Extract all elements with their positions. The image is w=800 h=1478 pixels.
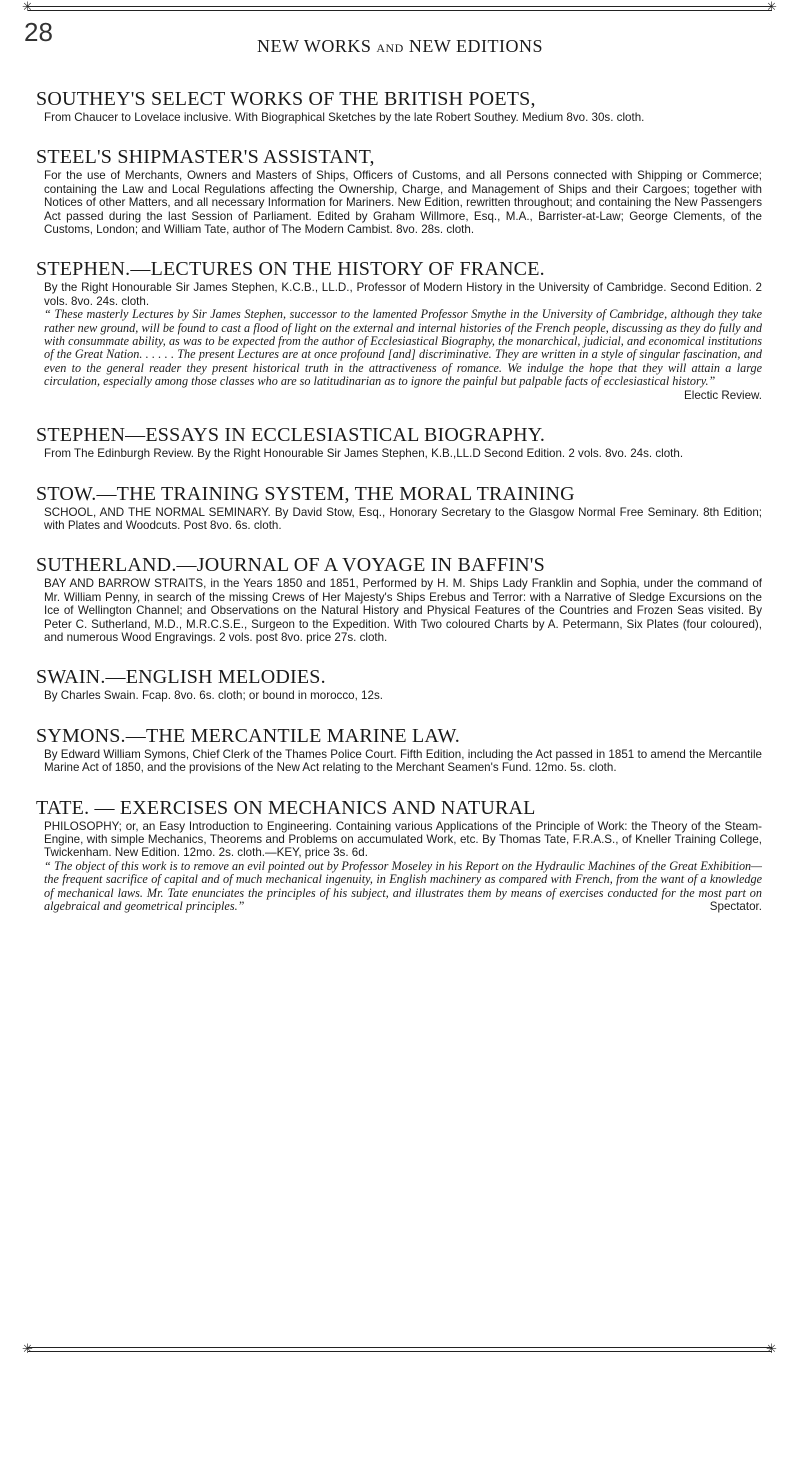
entry-heading: SWAIN.—ENGLISH MELODIES.	[36, 666, 326, 689]
entry-description: From Chaucer to Lovelace inclusive. With Biographical Sketches by the late Robert Southey. Medium 8vo. 30s. cloth.	[44, 111, 645, 124]
entry-description: PHILOSOPHY; or, an Easy Introduction to Engineering. Containing various Applications of the Principle of Work: the Theory of the Steam-Engine, with simple Mechanics, Theorems and Problems on accumulated Work, etc. By Thomas Tate, F.R.A.S., of Kneller Training College, Twickenham. New Edition. 12mo. 2s. cloth.—KEY, price 3s. 6d.	[44, 819, 762, 860]
bottom-border-rule	[28, 1347, 772, 1348]
entry-heading: STEPHEN—ESSAYS IN ECCLESIASTICAL BIOGRAPHY.	[36, 424, 546, 447]
corner-ornament-icon: ✳	[22, 0, 33, 14]
review-source: Spectator.	[709, 900, 762, 913]
page-number: 28	[24, 17, 53, 47]
entry-description: For the use of Merchants, Owners and Masters of Ships, Officers of Customs, and all Persons connected with Shipping or Commerce; containing the Law and Local Regulations affecting the Ownership, Charge, and Management of Ships and their Cargoes; together with Notices of other Matters, and all necessary Information for Mariners. New Edition, rewritten throughout; and containing the New Passengers Act passed during the last Session of Parliament. Edited by Graham Willmore, Esq., M.A., Barrister-at-Law; George Clements, of the Customs, London; and William Tate, author of The Modern Cambist. 8vo. 28s. cloth.	[44, 169, 762, 237]
catalogue-entries	[36, 88, 762, 935]
entry-heading: SYMONS.—THE MERCANTILE MARINE LAW.	[36, 724, 460, 747]
entry-heading: STEEL'S SHIPMASTER'S ASSISTANT,	[36, 146, 375, 169]
entry-description: BAY AND BARROW STRAITS, in the Years 1850 and 1851, Performed by H. M. Ships Lady Franklin and Sophia, under the command of Mr. William Penny, in search of the missing Crews of Her Majesty's Ships Erebus and Terror: with a Narrative of Sledge Excursions on the Ice of Wellington Channel; and Observations on the Natural History and Physical Features of the Countries and Frozen Seas visited. By Peter C. Sutherland, M.D., M.R.C.S.E., Surgeon to the Expedition. With Two coloured Charts by A. Petermann, Six Plates (four coloured), and numerous Wood Engravings. 2 vols. post 8vo. price 27s. cloth.	[44, 577, 762, 644]
entry-heading: SUTHERLAND.—JOURNAL OF A VOYAGE IN BAFFIN'S	[36, 554, 545, 577]
running-head-connector: AND	[376, 41, 404, 55]
entry-description: SCHOOL, AND THE NORMAL SEMINARY. By David Stow, Esq., Honorary Secretary to the Glasgow Normal Free Seminary. 8th Edition; with Plates and Woodcuts. Post 8vo. 6s. cloth.	[44, 505, 762, 532]
entry-heading: SOUTHEY'S SELECT WORKS OF THE BRITISH POETS,	[36, 88, 536, 110]
catalogue-entry	[36, 666, 762, 702]
catalogue-entry	[36, 424, 762, 460]
catalogue-entry	[36, 797, 762, 914]
entry-heading: TATE. — EXERCISES ON MECHANICS AND NATURAL	[36, 796, 536, 819]
catalogue-entry	[36, 483, 762, 533]
entry-heading: STEPHEN.—LECTURES ON THE HISTORY OF FRANCE.	[36, 258, 545, 281]
review-source: Electic Review.	[684, 388, 762, 402]
catalogue-entry	[36, 554, 762, 644]
entry-description: From The Edinburgh Review. By the Right Honourable Sir James Stephen, K.B.,LL.D Second Edition. 2 vols. 8vo. 24s. cloth.	[44, 447, 684, 461]
corner-ornament-icon: ✳	[766, 0, 777, 14]
top-border-rule-inner	[28, 10, 772, 11]
entry-description: By Charles Swain. Fcap. 8vo. 6s. cloth; or bound in morocco, 12s.	[44, 689, 383, 703]
catalogue-entry	[36, 258, 762, 402]
running-head-part2: NEW EDITIONS	[408, 36, 543, 56]
entry-description: By the Right Honourable Sir James Stephen, K.C.B., LL.D., Professor of Modern History in the University of Cambridge. Second Edition. 2 vols. 8vo. 24s. cloth.	[44, 281, 762, 308]
running-head	[0, 36, 800, 57]
review-quote: “ These masterly Lectures by Sir James Stephen, successor to the lamented Professor Smythe in the University of Cambridge, although they take rather new ground, will be found to cast a flood of light on the external and internal histories of the French people, discussing as they do fully and with consummate ability, as was to be expected from the author of Ecclesiastical Biography, the monarchical, judicial, and economical institutions of the Great Nation. . . . . . The present Lectures are at once profound [and] discriminative. They are written in a style of singular fascination, and even to the general reader they present historical truth in the attractiveness of romance. We indulge the hope that they will attain a large circulation, especially among those classes who are so latitudinarian as to ignore the painful but palpable facts of ecclesiastical history.”	[44, 307, 762, 389]
running-head-part1: NEW WORKS	[257, 36, 372, 56]
entry-description: By Edward William Symons, Chief Clerk of the Thames Police Court. Fifth Edition, including the Act passed in 1851 to amend the Mercantile Marine Act of 1850, and the provisions of the New Act relating to the Merchant Seamen's Fund. 12mo. 5s. cloth.	[44, 747, 762, 775]
entry-heading: STOW.—THE TRAINING SYSTEM, THE MORAL TRAINING	[36, 482, 575, 505]
entry-review	[36, 308, 762, 402]
catalogue-entry	[36, 88, 762, 124]
entry-review	[36, 860, 762, 914]
catalogue-entry	[36, 725, 762, 775]
corner-ornament-icon: ✳	[766, 1341, 777, 1356]
top-border-rule	[28, 6, 772, 7]
corner-ornament-icon: ✳	[22, 1341, 33, 1356]
catalogue-entry	[36, 146, 762, 236]
bottom-border-rule-inner	[28, 1351, 772, 1352]
review-quote: “ The object of this work is to remove an evil pointed out by Professor Moseley in his Report on the Hydraulic Machines of the Great Exhibition—the frequent sacrifice of capital and of much mechanical ingenuity, in English machinery as compared with French, from the want of a knowledge of mechanical laws. Mr. Tate enunciates the principles of his subject, and illustrates them by means of exercises conducted for the most part on algebraical and geometrical principles.”	[44, 858, 762, 913]
